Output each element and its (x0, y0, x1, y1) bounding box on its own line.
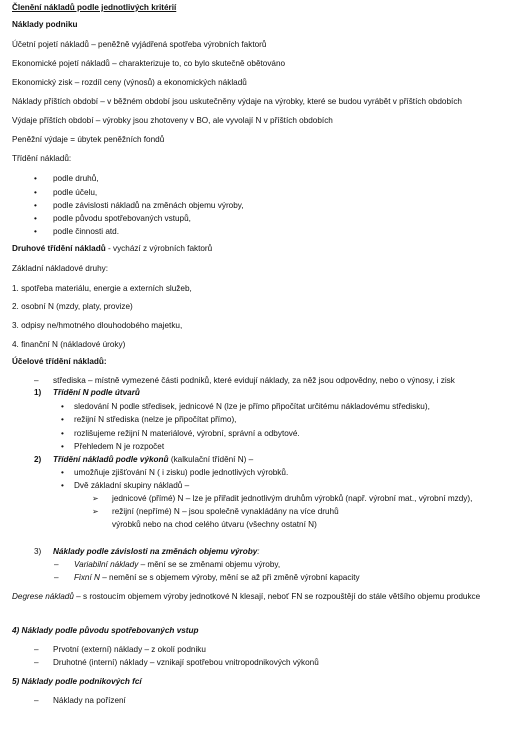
list-item: 3. odpisy ne/hmotného dlouhodobého majetku, (12, 321, 183, 330)
list-item: umožňuje zjišťování N ( i zisku) podle jednotlivých výrobků. (74, 468, 289, 477)
list-item: Dvě základní skupiny nákladů – (74, 481, 190, 490)
subheading-podnikove-fce: 5) Náklady podle podnikových fcí (12, 677, 142, 686)
list-item: rozlišujeme režijní N materiálové, výrobní, správní a odbytové. (74, 429, 300, 438)
bullet-icon: • (61, 415, 64, 424)
paragraph-degrese (12, 592, 512, 602)
list-item: Přehledem N je rozpočet (74, 442, 165, 451)
dash-icon: – (34, 658, 39, 667)
arrow-icon: ➢ (92, 507, 99, 516)
list-item-continuation: výrobků nebo na chod celého útvaru (všechny ostatní N) (112, 520, 317, 529)
list-item: 4. finanční N (nákladové úroky) (12, 340, 126, 349)
list-number: 2) (34, 455, 42, 464)
list-item: režijní (nepřímé) N – jsou společně vynakládány na více druhů (112, 507, 339, 516)
list-item: režijní N střediska (nelze je připočítat přímo), (74, 415, 237, 424)
list-item: podle závislosti nákladů na změnách objemu výroby, (53, 201, 244, 210)
subheading-puvod-vstupu: 4) Náklady podle původu spotřebovaných vstup (12, 626, 199, 635)
paragraph-trideni-nakladu: Třídění nákladů: (12, 154, 72, 163)
term: Degrese nákladů (12, 592, 74, 601)
paragraph-strediska: střediska – místně vymezené části podniků, které evidují náklady, za něž jsou odpovědny, nebo o výnosy, i zisk (53, 376, 455, 385)
list-item: sledování N podle středisek, jednicové N (lze je přímo připočítat určitému nákladovému středisku), (74, 402, 430, 411)
section-heading-bold: Druhové třídění nákladů (12, 244, 106, 253)
paragraph-ekonomicke-pojeti: Ekonomické pojetí nákladů – charakterizuje to, co bylo skutečně obětováno (12, 59, 286, 68)
subheading-bold: Třídění nákladů podle výkonů (53, 455, 169, 464)
bullet-icon: • (61, 429, 64, 438)
subheading-rest: : (257, 547, 260, 556)
paragraph-vydaje-pristich-obdobi: Výdaje příštích období – výrobky jsou zhotoveny v BO, ale vyvolají N v příštích obdobích (12, 116, 333, 125)
paragraph-zakladni-druhy: Základní nákladové druhy: (12, 264, 109, 273)
list-number: 1) (34, 388, 42, 397)
term-definition: – nemění se s objemem výroby, mění se až při změně výrobní kapacity (99, 573, 360, 582)
arrow-icon: ➢ (92, 494, 99, 503)
subheading-trideni-podle-utvaru: Třídění N podle útvarů (53, 388, 140, 397)
list-item: Náklady na pořízení (53, 696, 126, 705)
list-item: podle činnosti atd. (53, 227, 119, 236)
list-item: 1. spotřeba materiálu, energie a externích služeb, (12, 284, 192, 293)
paragraph-penezni-vydaje: Peněžní výdaje = úbytek peněžních fondů (12, 135, 165, 144)
list-item: podle účelu, (53, 188, 98, 197)
list-number: 3) (34, 547, 42, 556)
dash-icon: – (54, 560, 59, 569)
section-heading-naklady-podniku: Náklady podniku (12, 20, 78, 29)
bullet-icon: • (61, 481, 64, 490)
term-definition: – mění se se změnami objemu výroby, (138, 560, 281, 569)
bullet-icon: • (34, 201, 37, 210)
section-heading-rest: - vychází z výrobních faktorů (105, 244, 213, 253)
bullet-icon: • (61, 442, 64, 451)
term-definition: – s rostoucím objemem výroby jednotkové N klesají, neboť FN se rozpouštějí do stále většího objemu produkce (73, 592, 481, 601)
list-item: jednicové (přímé) N – lze je přiřadit jednotlivým druhům výrobků (např. výrobní mat., výrobní mzdy), (112, 494, 473, 503)
subheading-bold: Náklady podle závislosti na změnách objemu výroby (53, 547, 258, 556)
dash-icon: – (54, 573, 59, 582)
section-heading-druhove-trideni (12, 244, 212, 254)
subheading-trideni-podle-vykonu (53, 455, 253, 465)
section-heading-ucelove-trideni: Účelové třídění nákladů: (12, 357, 107, 366)
paragraph-ucetni-pojeti: Účetní pojetí nákladů – peněžně vyjádřená spotřeba výrobních faktorů (12, 40, 267, 49)
dash-icon: – (34, 376, 39, 385)
bullet-icon: • (34, 174, 37, 183)
term: Variabilní náklady (74, 560, 139, 569)
subheading-rest: (kalkulační třídění N) – (168, 455, 254, 464)
list-item: Druhotné (interní) náklady – vznikají spotřebou vnitropodnikových výkonů (53, 658, 319, 667)
list-item: 2. osobní N (mzdy, platy, provize) (12, 302, 133, 311)
list-item: podle původu spotřebovaných vstupů, (53, 214, 191, 223)
list-item (74, 560, 280, 570)
bullet-icon: • (34, 188, 37, 197)
document-title: Členění nákladů podle jednotlivých kritérií (12, 3, 177, 12)
paragraph-ekonomicky-zisk: Ekonomický zisk – rozdíl ceny (výnosů) a ekonomických nákladů (12, 78, 247, 87)
bullet-icon: • (34, 227, 37, 236)
subheading-zavislost-na-objemu (53, 547, 260, 557)
bullet-icon: • (61, 402, 64, 411)
paragraph-naklady-pristich-obdobi: Náklady příštích období – v běžném období jsou uskutečněny výdaje na výrobky, které se budou vyrábět v příštích obdobích (12, 97, 462, 106)
list-item: podle druhů, (53, 174, 99, 183)
list-item (74, 573, 360, 583)
term: Fixní N (74, 573, 100, 582)
bullet-icon: • (61, 468, 64, 477)
bullet-icon: • (34, 214, 37, 223)
list-item: Prvotní (externí) náklady – z okolí podniku (53, 645, 206, 654)
dash-icon: – (34, 645, 39, 654)
dash-icon: – (34, 696, 39, 705)
